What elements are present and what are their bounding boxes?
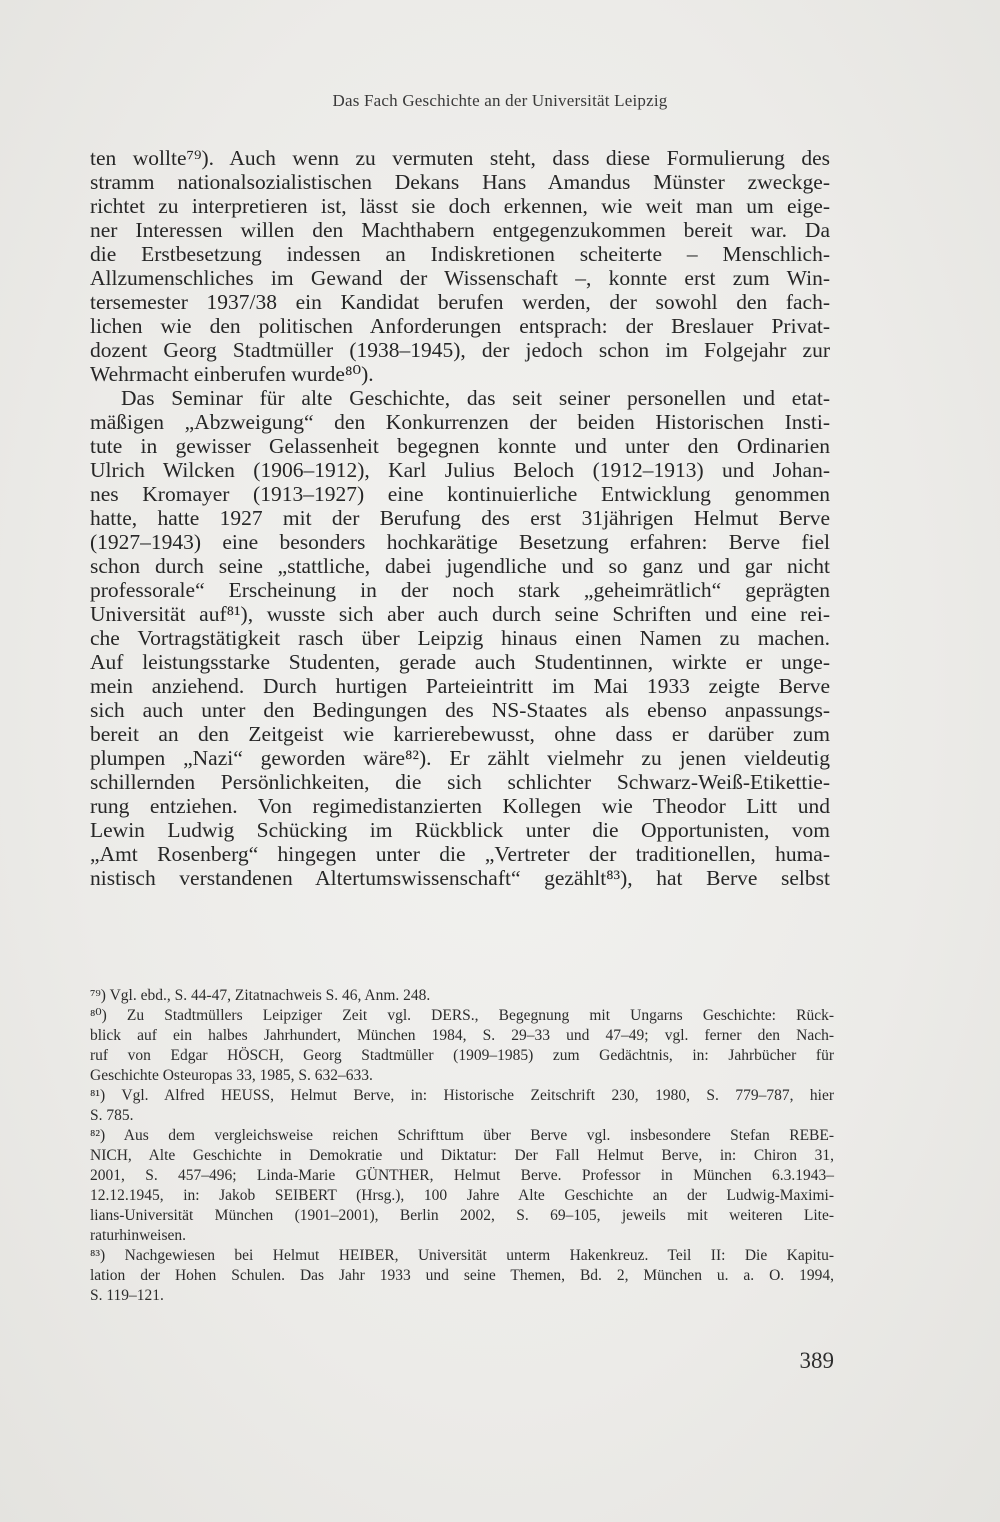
body-line: stramm nationalsozialistischen Dekans Hans Amandus Münster zweckge- bbox=[90, 170, 830, 194]
body-line: mäßigen „Abzweigung“ den Konkurrenzen der beiden Historischen Insti- bbox=[90, 410, 830, 434]
body-line: tersemester 1937/38 ein Kandidat berufen werden, der sowohl den fach- bbox=[90, 290, 830, 314]
footnote-line: 2001, S. 457–496; Linda-Marie GÜNTHER, Helmut Berve. Professor in München 6.3.1943– bbox=[90, 1167, 834, 1184]
footnote-82: ⁸²) Aus dem vergleichsweise reichen Schrifttum über Berve vgl. insbesondere Stefan REBE- bbox=[90, 1127, 834, 1144]
body-line: hatte, hatte 1927 mit der Berufung des erst 31jährigen Helmut Berve bbox=[90, 506, 830, 530]
body-line: dozent Georg Stadtmüller (1938–1945), der jedoch schon im Folgejahr zur bbox=[90, 338, 830, 362]
footnote-line: blick auf ein halbes Jahrhundert, München 1984, S. 29–33 und 47–49; vgl. ferner den Nach- bbox=[90, 1027, 834, 1044]
body-line: Allzumenschliches im Gewand der Wissenschaft –, konnte erst zum Win- bbox=[90, 266, 830, 290]
body-line: che Vortragstätigkeit rasch über Leipzig hinaus einen Namen zu machen. bbox=[90, 626, 830, 650]
body-line: Universität auf⁸¹), wusste sich aber auch durch seine Schriften und eine rei- bbox=[90, 602, 830, 626]
body-line: nistisch verstandenen Altertumswissenschaft“ gezählt⁸³), hat Berve selbst bbox=[90, 866, 830, 890]
body-line: professorale“ Erscheinung in der noch stark „geheimrätlich“ geprägten bbox=[90, 578, 830, 602]
footnote-83: ⁸³) Nachgewiesen bei Helmut HEIBER, Universität unterm Hakenkreuz. Teil II: Die Kapitu- bbox=[90, 1247, 834, 1264]
body-line: lichen wie den politischen Anforderungen entsprach: der Breslauer Privat- bbox=[90, 314, 830, 338]
body-line: richtet zu interpretieren ist, lässt sie doch erkennen, wie weit man um eige- bbox=[90, 194, 830, 218]
body-line: Ulrich Wilcken (1906–1912), Karl Julius Beloch (1912–1913) und Johan- bbox=[90, 458, 830, 482]
body-line: mein anziehend. Durch hurtigen Parteieintritt im Mai 1933 zeigte Berve bbox=[90, 674, 830, 698]
body-line: rung entziehen. Von regimedistanzierten Kollegen wie Theodor Litt und bbox=[90, 794, 830, 818]
footnote-80: ⁸⁰) Zu Stadtmüllers Leipziger Zeit vgl. DERS., Begegnung mit Ungarns Geschichte: Rück- bbox=[90, 1007, 834, 1024]
body-line: sich auch unter den Bedingungen des NS-Staates als ebenso anpassungs- bbox=[90, 698, 830, 722]
footnote-79: ⁷⁹) Vgl. ebd., S. 44-47, Zitatnachweis S. 46, Anm. 248. bbox=[90, 987, 431, 1004]
body-line: schon durch seine „stattliche, dabei jugendliche und so ganz und gar nicht bbox=[90, 554, 830, 578]
footnote-line: raturhinweisen. bbox=[90, 1227, 186, 1244]
body-line: tute in gewisser Gelassenheit begegnen konnte und unter den Ordinarien bbox=[90, 434, 830, 458]
body-line: ten wollte⁷⁹). Auch wenn zu vermuten steht, dass diese Formulierung des bbox=[90, 146, 830, 170]
body-line: nes Kromayer (1913–1927) eine kontinuierliche Entwicklung genommen bbox=[90, 482, 830, 506]
body-line: schillernden Persönlichkeiten, die sich schlichter Schwarz-Weiß-Etikettie- bbox=[90, 770, 830, 794]
footnote-line: lians-Universität München (1901–2001), Berlin 2002, S. 69–105, jeweils mit weiteren Lite- bbox=[90, 1207, 834, 1224]
body-line: Das Seminar für alte Geschichte, das seit seiner personellen und etat- bbox=[121, 386, 830, 410]
footnote-line: 12.12.1945, in: Jakob SEIBERT (Hrsg.), 100 Jahre Alte Geschichte an der Ludwig-Maximi- bbox=[90, 1187, 834, 1204]
body-line: Lewin Ludwig Schücking im Rückblick unter die Opportunisten, vom bbox=[90, 818, 830, 842]
body-line: bereit an den Zeitgeist wie karrierebewusst, ohne dass er darüber zum bbox=[90, 722, 830, 746]
page-number: 389 bbox=[799, 1348, 834, 1373]
body-line: Auf leistungsstarke Studenten, gerade auch Studentinnen, wirkte er unge- bbox=[90, 650, 830, 674]
footnote-line: ruf von Edgar HÖSCH, Georg Stadtmüller (1909–1985) zum Gedächtnis, in: Jahrbücher für bbox=[90, 1047, 834, 1064]
body-line: (1927–1943) eine besonders hochkarätige Besetzung erfahren: Berve fiel bbox=[90, 530, 830, 554]
footnote-line: NICH, Alte Geschichte in Demokratie und Diktatur: Der Fall Helmut Berve, in: Chiron 31, bbox=[90, 1147, 834, 1164]
body-line: plumpen „Nazi“ geworden wäre⁸²). Er zählt vielmehr zu jenen vieldeutig bbox=[90, 746, 830, 770]
footnote-line: S. 785. bbox=[90, 1107, 134, 1124]
body-line: Wehrmacht einberufen wurde⁸⁰). bbox=[90, 362, 374, 386]
footnote-line: S. 119–121. bbox=[90, 1287, 164, 1304]
footnote-line: Geschichte Osteuropas 33, 1985, S. 632–633. bbox=[90, 1067, 373, 1084]
footnote-81: ⁸¹) Vgl. Alfred HEUSS, Helmut Berve, in: Historische Zeitschrift 230, 1980, S. 779–787, hier bbox=[90, 1087, 834, 1104]
running-head: Das Fach Geschichte an der Universität Leipzig bbox=[332, 91, 668, 110]
footnote-line: lation der Hohen Schulen. Das Jahr 1933 und seine Themen, Bd. 2, München u. a. O. 1994, bbox=[90, 1267, 834, 1284]
body-line: ner Interessen willen den Machthabern entgegenzukommen bereit war. Da bbox=[90, 218, 830, 242]
body-line: die Erstbesetzung indessen an Indiskretionen scheiterte – Menschlich- bbox=[90, 242, 830, 266]
body-line: „Amt Rosenberg“ hingegen unter die „Vertreter der traditionellen, huma- bbox=[90, 842, 830, 866]
